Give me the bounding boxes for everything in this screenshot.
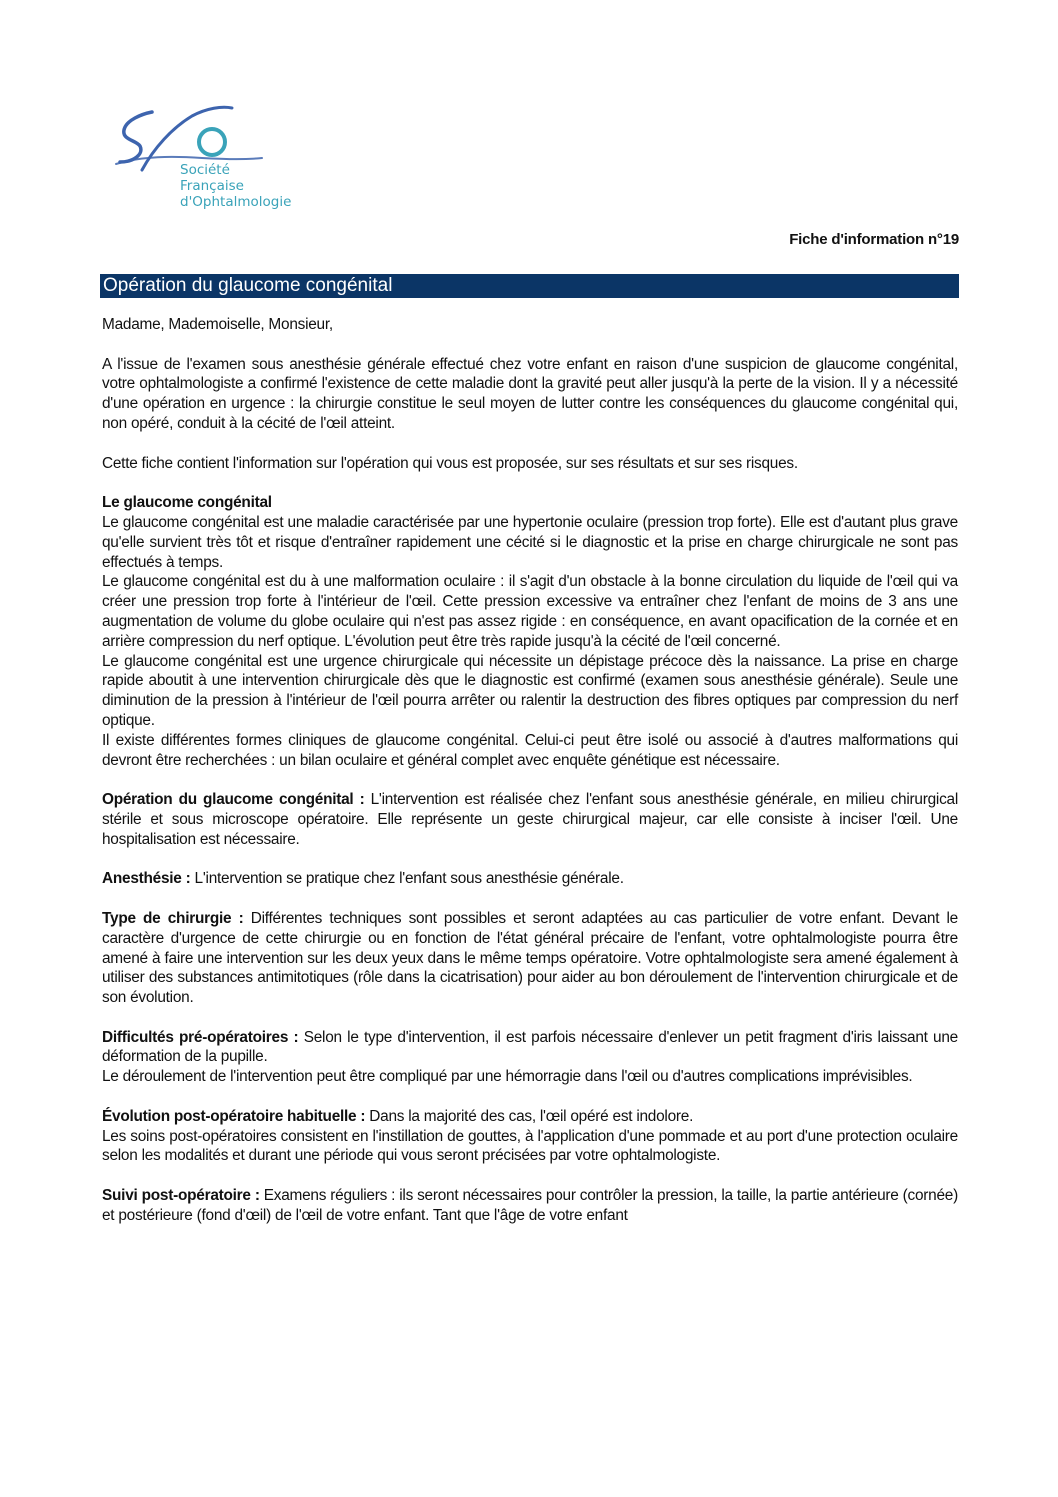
page-title: Opération du glaucome congénital [100, 274, 959, 298]
glaucome-paragraph-1: Le glaucome congénital est une maladie caractérisée par une hypertonie oculaire (pression trop forte). Elle est d'autant plus grave qu'elle survient très tôt et risque d'entraîner rapidement une cécité si le diagnostic et la prise en charge chirurgicale ne sont pas effectués à temps. [102, 513, 958, 571]
glaucome-paragraph-3: Le glaucome congénital est une urgence chirurgicale qui nécessite un dépistage précoce dès la naissance. La prise en charge rapide aboutit à une intervention chirurgicale dès que le diagnostic est confirmé (examen sous anesthésie générale). Seule une diminution de la pression à l'intérieur de l'œil pourra arrêter ou ralentir la destruction des fibres optiques par compression du nerf optique. [102, 652, 958, 729]
anesthesie-section [102, 869, 958, 889]
logo-text [180, 162, 291, 210]
logo-line-2: Française [180, 178, 244, 194]
section-heading-glaucome: Le glaucome congénital [102, 494, 272, 512]
evolution-text: Dans la majorité des cas, l'œil opéré est indolore. [365, 1107, 694, 1125]
document-body [102, 315, 958, 1226]
type-chirurgie-label: Type de chirurgie : [102, 909, 244, 927]
evolution-section [102, 1107, 958, 1127]
salutation: Madame, Mademoiselle, Monsieur, [102, 316, 333, 333]
difficultes-section [102, 1028, 958, 1068]
suivi-label: Suivi post-opératoire : [102, 1187, 260, 1205]
logo-line-3: d'Ophtalmologie [180, 194, 292, 210]
glaucome-paragraph-4: Il existe différentes formes cliniques de glaucome congénital. Celui-ci peut être isolé ou associé à d'autres malformations qui devront être recherchées : un bilan oculaire et général complet avec enquête génétique est nécessaire. [102, 731, 958, 769]
difficultes-paragraph-2: Le déroulement de l'intervention peut être compliqué par une hémorragie dans l'œil ou d'autres complications imprévisibles. [102, 1068, 913, 1086]
difficultes-label: Difficultés pré-opératoires : [102, 1028, 299, 1046]
logo-line-1: Société [180, 162, 230, 178]
suivi-section [102, 1186, 958, 1226]
glaucome-paragraph-2: Le glaucome congénital est du à une malformation oculaire : il s'agit d'un obstacle à la bonne circulation du liquide de l'œil qui va créer une pression trop forte à l'intérieur de l'œil. Cette pression excessive va entraîner chez l'enfant de moins de 3 ans une augmentation de volume du globe oculaire qui n'est pas assez rigide : en conséquence, en avant opacification de la cornée et en arrière compression du nerf optique. L'évolution peut être très rapide jusqu'à la cécité de l'œil concerné. [102, 573, 958, 650]
anesthesie-text: L'intervention se pratique chez l'enfant sous anesthésie générale. [190, 870, 624, 888]
evolution-label: Évolution post-opératoire habituelle : [102, 1107, 366, 1125]
difficultes-text: Selon le type d'intervention, il est parfois nécessaire d'enlever un petit fragment d'iris laissant une déformation de la pupille. [102, 1028, 958, 1066]
suivi-text: Examens réguliers : ils seront nécessaires pour contrôler la pression, la taille, la partie antérieure (cornée) et postérieure (fond d'œil) de l'œil de votre enfant. Tant que l'âge de votre enfant [102, 1187, 958, 1224]
type-chirurgie-text: Différentes techniques sont possibles et seront adaptées au cas particulier de votre enfant. Devant le caractère d'urgence de cette chirurgie ou en fonction de l'état général précaire de l'enfant, votre ophtalmologiste pourra être amené à faire une intervention sur les deux yeux dans le même temps opératoire. Votre ophtalmologiste sera amené également à utiliser des substances antimitotiques (rôle dans la cicatrisation) pour aider au bon déroulement de l'intervention chirurgicale et de son évolution. [102, 909, 958, 1007]
fiche-number: Fiche d'information n°19 [789, 231, 959, 248]
operation-label: Opération du glaucome congénital : [102, 791, 365, 809]
evolution-paragraph-2: Les soins post-opératoires consistent en l'instillation de gouttes, à l'application d'une pommade et au port d'une protection oculaire selon les modalités et durant une période qui vous seront précisées par votre ophtalmologiste. [102, 1127, 958, 1165]
purpose-paragraph: Cette fiche contient l'information sur l'opération qui vous est proposée, sur ses résultats et sur ses risques. [102, 454, 798, 472]
intro-paragraph: A l'issue de l'examen sous anesthésie générale effectué chez votre enfant en raison d'une suspicion de glaucome congénital, votre ophtalmologiste a confirmé l'existence de cette maladie dont la gravité peut aller jusqu'à la perte de la vision. Il y a nécessité d'une opération en urgence : la chirurgie constitue le seul moyen de lutter contre les conséquences du glaucome congénital qui, non opéré, conduit à la cécité de l'œil atteint. [102, 355, 958, 432]
anesthesie-label: Anesthésie : [102, 870, 191, 888]
type-chirurgie-section [102, 909, 958, 1008]
operation-section [102, 790, 958, 849]
sfo-logo [112, 98, 302, 223]
operation-text: L'intervention est réalisée chez l'enfant sous anesthésie générale, en milieu chirurgical stérile et sous microscope opératoire. Elle représente un geste chirurgical majeur, car elle consiste à inciser l'œil. Une hospitalisation est nécessaire. [102, 791, 958, 848]
